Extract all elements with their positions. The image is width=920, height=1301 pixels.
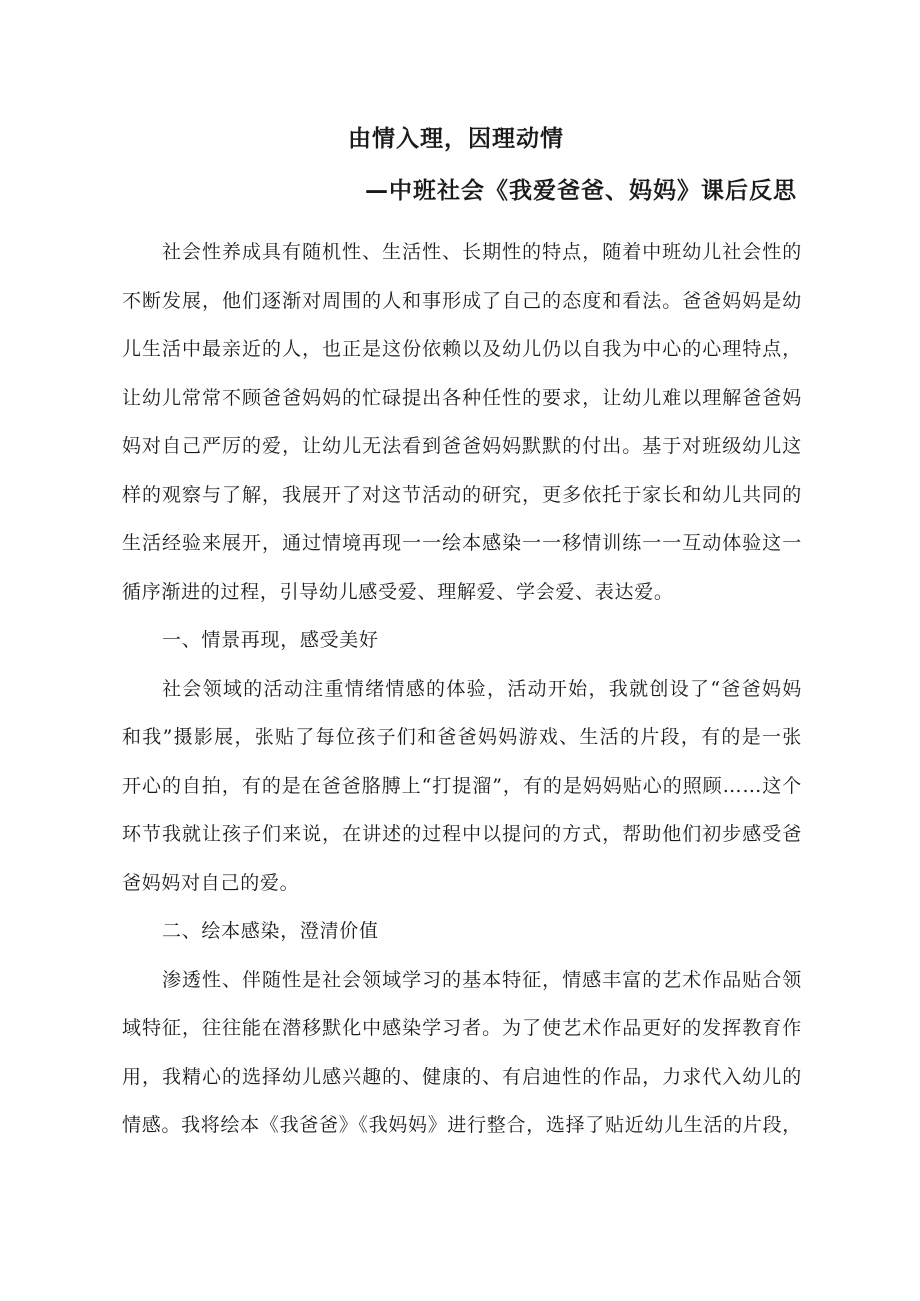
paragraph-section-1: 社会领域的活动注重情绪情感的体验，活动开始，我就创设了“爸爸妈妈和我”摄影展，张贴了每位孩子们和爸爸妈妈游戏、生活的片段，有的是一张开心的自拍，有的是在爸爸胳膊上“打提溜”，有的是妈妈贴心的照顾……这个环节我就让孩子们来说，在讲述的过程中以提问的方式，帮助他们初步感受爸爸妈妈对自己的爱。 — [122, 677, 802, 894]
section-heading-2: 二、绘本感染，澄清价值 — [162, 920, 379, 942]
document-subtitle: —中班社会《我爱爸爸、妈妈》课后反思 — [365, 178, 797, 204]
paragraph-intro: 社会性养成具有随机性、生活性、长期性的特点，随着中班幼儿社会性的不断发展，他们逐渐对周围的人和事形成了自己的态度和看法。爸爸妈妈是幼儿生活中最亲近的人，也正是这份依赖以及幼儿仍以自我为中心的心理特点，让幼儿常常不顾爸爸妈妈的忙碌提出各种任性的要求，让幼儿难以理解爸爸妈妈对自己严厉的爱，让幼儿无法看到爸爸妈妈默默的付出。基于对班级幼儿这样的观察与了解，我展开了对这节活动的研究，更多依托于家长和幼儿共同的生活经验来展开，通过情境再现一一绘本感染一一移情训练一一互动体验这一循序渐进的过程，引导幼儿感受爱、理解爱、学会爱、表达爱。 — [122, 241, 802, 603]
paragraph-section-2: 渗透性、伴随性是社会领域学习的基本特征，情感丰富的艺术作品贴合领域特征，往往能在潜移默化中感染学习者。为了使艺术作品更好的发挥教育作用，我精心的选择幼儿感兴趣的、健康的、有启迪性的作品，力求代入幼儿的情感。我将绘本《我爸爸》《我妈妈》进行整合，选择了贴近幼儿生活的片段， — [122, 968, 803, 1136]
section-heading-1: 一、情景再现，感受美好 — [162, 629, 379, 651]
document-body — [122, 228, 802, 1150]
document-title: 由情入理，因理动情 — [348, 126, 564, 152]
